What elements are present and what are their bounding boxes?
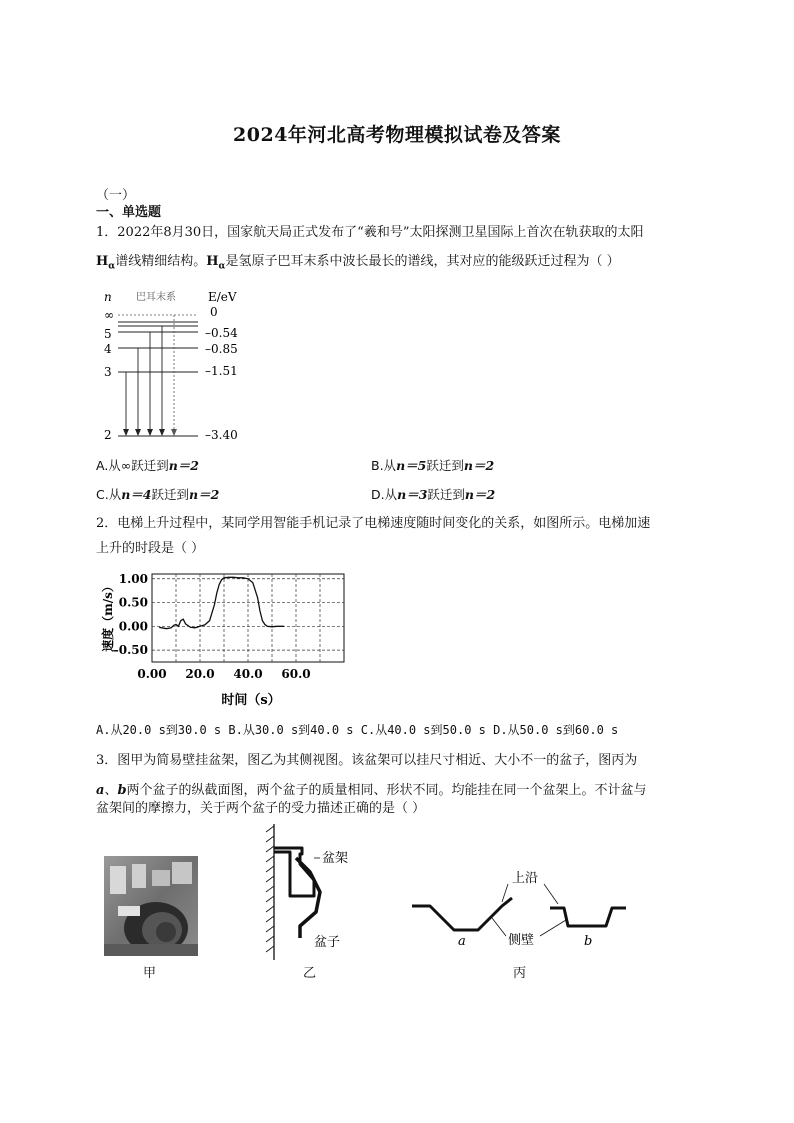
wall-hatching [266, 826, 274, 952]
option-b-math: n＝2 [463, 458, 495, 473]
alpha-subscript: α [108, 261, 116, 272]
q1-line2-text-b: 是氢原子巴耳末系中波长最长的谱线，其对应的能级跃迁过程为（ ） [225, 254, 620, 269]
chart-x-tick-label: 40.0 [233, 667, 263, 681]
option-d-mid: 跃迁到 [427, 487, 465, 502]
q1-line1: 1．2022年8月30日，国家航天局正式发布了“羲和号”太阳探测卫星国际上首次在轨获取的太阳 [96, 225, 644, 240]
option-c-math: n＝2 [189, 487, 220, 502]
basin-b-symbol: b [117, 783, 127, 798]
chart-y-tick-label: –0.50 [112, 643, 148, 658]
alpha-subscript-2: α [218, 261, 226, 272]
velocity-series-line [159, 577, 284, 628]
q2-line2: 上升的时段是（ ） [96, 541, 205, 556]
energy-axis-label: E/eV [208, 290, 237, 304]
option-a-label: A.从∞跃迁到 [96, 458, 169, 473]
chart-y-tick-label: 1.00 [118, 571, 148, 586]
chart-x-axis-label: 时间（s） [221, 693, 281, 708]
option-b-math: n＝5 [396, 458, 427, 473]
balmer-series-label: 巴耳末系 [136, 292, 176, 303]
q1-option-a[interactable] [96, 456, 199, 474]
level-energy-label: –3.40 [205, 428, 238, 442]
level-energy-label: –0.85 [205, 342, 238, 356]
q1-line2 [96, 250, 620, 272]
label-basin: 盆子 [314, 935, 341, 950]
arrow-head [171, 429, 177, 436]
label-basin-a: a [458, 934, 466, 949]
rim-leader-a [502, 884, 508, 902]
h-alpha-symbol: H [96, 254, 109, 269]
basin-profile [296, 858, 320, 938]
arrow-head [135, 429, 141, 436]
basin-rack-photo [104, 856, 198, 956]
label-wall: 侧壁 [508, 933, 535, 948]
wall-leader-a [492, 918, 506, 936]
chart-frame [152, 574, 344, 662]
basin-a-section [412, 898, 512, 930]
option-b-mid: 跃迁到 [426, 458, 464, 473]
q3-line2-text: 两个盆子的纵截面图，两个盆子的质量相同、形状不同。均能挂在同一个盆架上。不计盆与 [126, 783, 647, 798]
q1-line2-text-a: 谱线精细结构。 [115, 254, 207, 269]
separator: 、 [104, 783, 118, 798]
label-rack: 盆架 [322, 851, 349, 866]
q3-line2 [96, 779, 647, 798]
arrow-head [123, 429, 129, 436]
chart-x-tick-label: 0.00 [137, 667, 167, 681]
q1-option-d[interactable] [371, 485, 495, 503]
arrow-head [159, 429, 165, 436]
level-n-label: 5 [104, 327, 112, 341]
q3-line1: 3．图甲为简易壁挂盆架，图乙为其侧视图。该盆架可以挂尺寸相近、大小不一的盆子，图丙为 [96, 753, 638, 768]
page-title: 2024年河北高考物理模拟试卷及答案 [233, 124, 561, 146]
option-a-math: n＝2 [168, 458, 200, 473]
chart-y-tick-label: 0.50 [118, 595, 148, 610]
q1-option-c[interactable] [96, 485, 219, 503]
basin-cross-sections [408, 862, 632, 954]
level-n-label: 3 [104, 365, 112, 379]
chart-y-tick-label: 0.00 [118, 619, 148, 634]
level-n-label: 2 [104, 428, 112, 442]
energy-level-diagram [98, 286, 258, 444]
option-d-math: n＝2 [464, 487, 496, 502]
option-d-math: n＝3 [397, 487, 428, 502]
figure-a-caption: 甲 [143, 966, 157, 981]
figure-c-caption: 丙 [513, 966, 527, 981]
rim-leader-b [544, 884, 558, 904]
basin-a-symbol: a [96, 783, 105, 798]
figure-b-caption: 乙 [303, 966, 317, 981]
option-c-math: n＝4 [121, 487, 152, 502]
level-n-label: 4 [104, 342, 112, 356]
h-alpha-symbol-2: H [206, 254, 219, 269]
q2-options[interactable]: A.从20.0 s到30.0 s B.从30.0 s到40.0 s C.从40.0 s到50.0 s D.从50.0 s到60.0 s [96, 723, 619, 737]
level-energy-label: –0.54 [205, 326, 238, 340]
q3-line3: 盆架间的摩擦力，关于两个盆子的受力描述正确的是（ ） [96, 801, 426, 816]
wall-leader-b [540, 920, 566, 936]
section-label: （一） [96, 188, 136, 203]
n-axis-label: n [104, 290, 112, 304]
label-rim: 上沿 [512, 871, 539, 886]
level-energy-label: 0 [210, 305, 218, 319]
chart-grid [152, 574, 344, 662]
level-n-label: ∞ [104, 308, 114, 322]
option-c-label: C.从 [96, 487, 122, 502]
q2-line1: 2．电梯上升过程中，某同学用智能手机记录了电梯速度随时间变化的关系，如图所示。电梯加速 [96, 516, 651, 531]
section-type-heading: 一、单选题 [96, 205, 162, 220]
option-b-label: B.从 [371, 458, 397, 473]
q1-option-b[interactable] [371, 456, 494, 474]
chart-x-tick-label: 20.0 [185, 667, 215, 681]
chart-x-tick-label: 60.0 [281, 667, 311, 681]
velocity-time-chart [96, 566, 356, 712]
arrow-head [147, 429, 153, 436]
option-c-mid: 跃迁到 [151, 487, 190, 502]
label-basin-b: b [584, 934, 593, 949]
chart-y-axis-label: 速度（m/s） [101, 580, 115, 652]
level-energy-label: –1.51 [205, 364, 238, 378]
rack-side-view [262, 822, 358, 962]
option-d-label: D.从 [371, 487, 398, 502]
